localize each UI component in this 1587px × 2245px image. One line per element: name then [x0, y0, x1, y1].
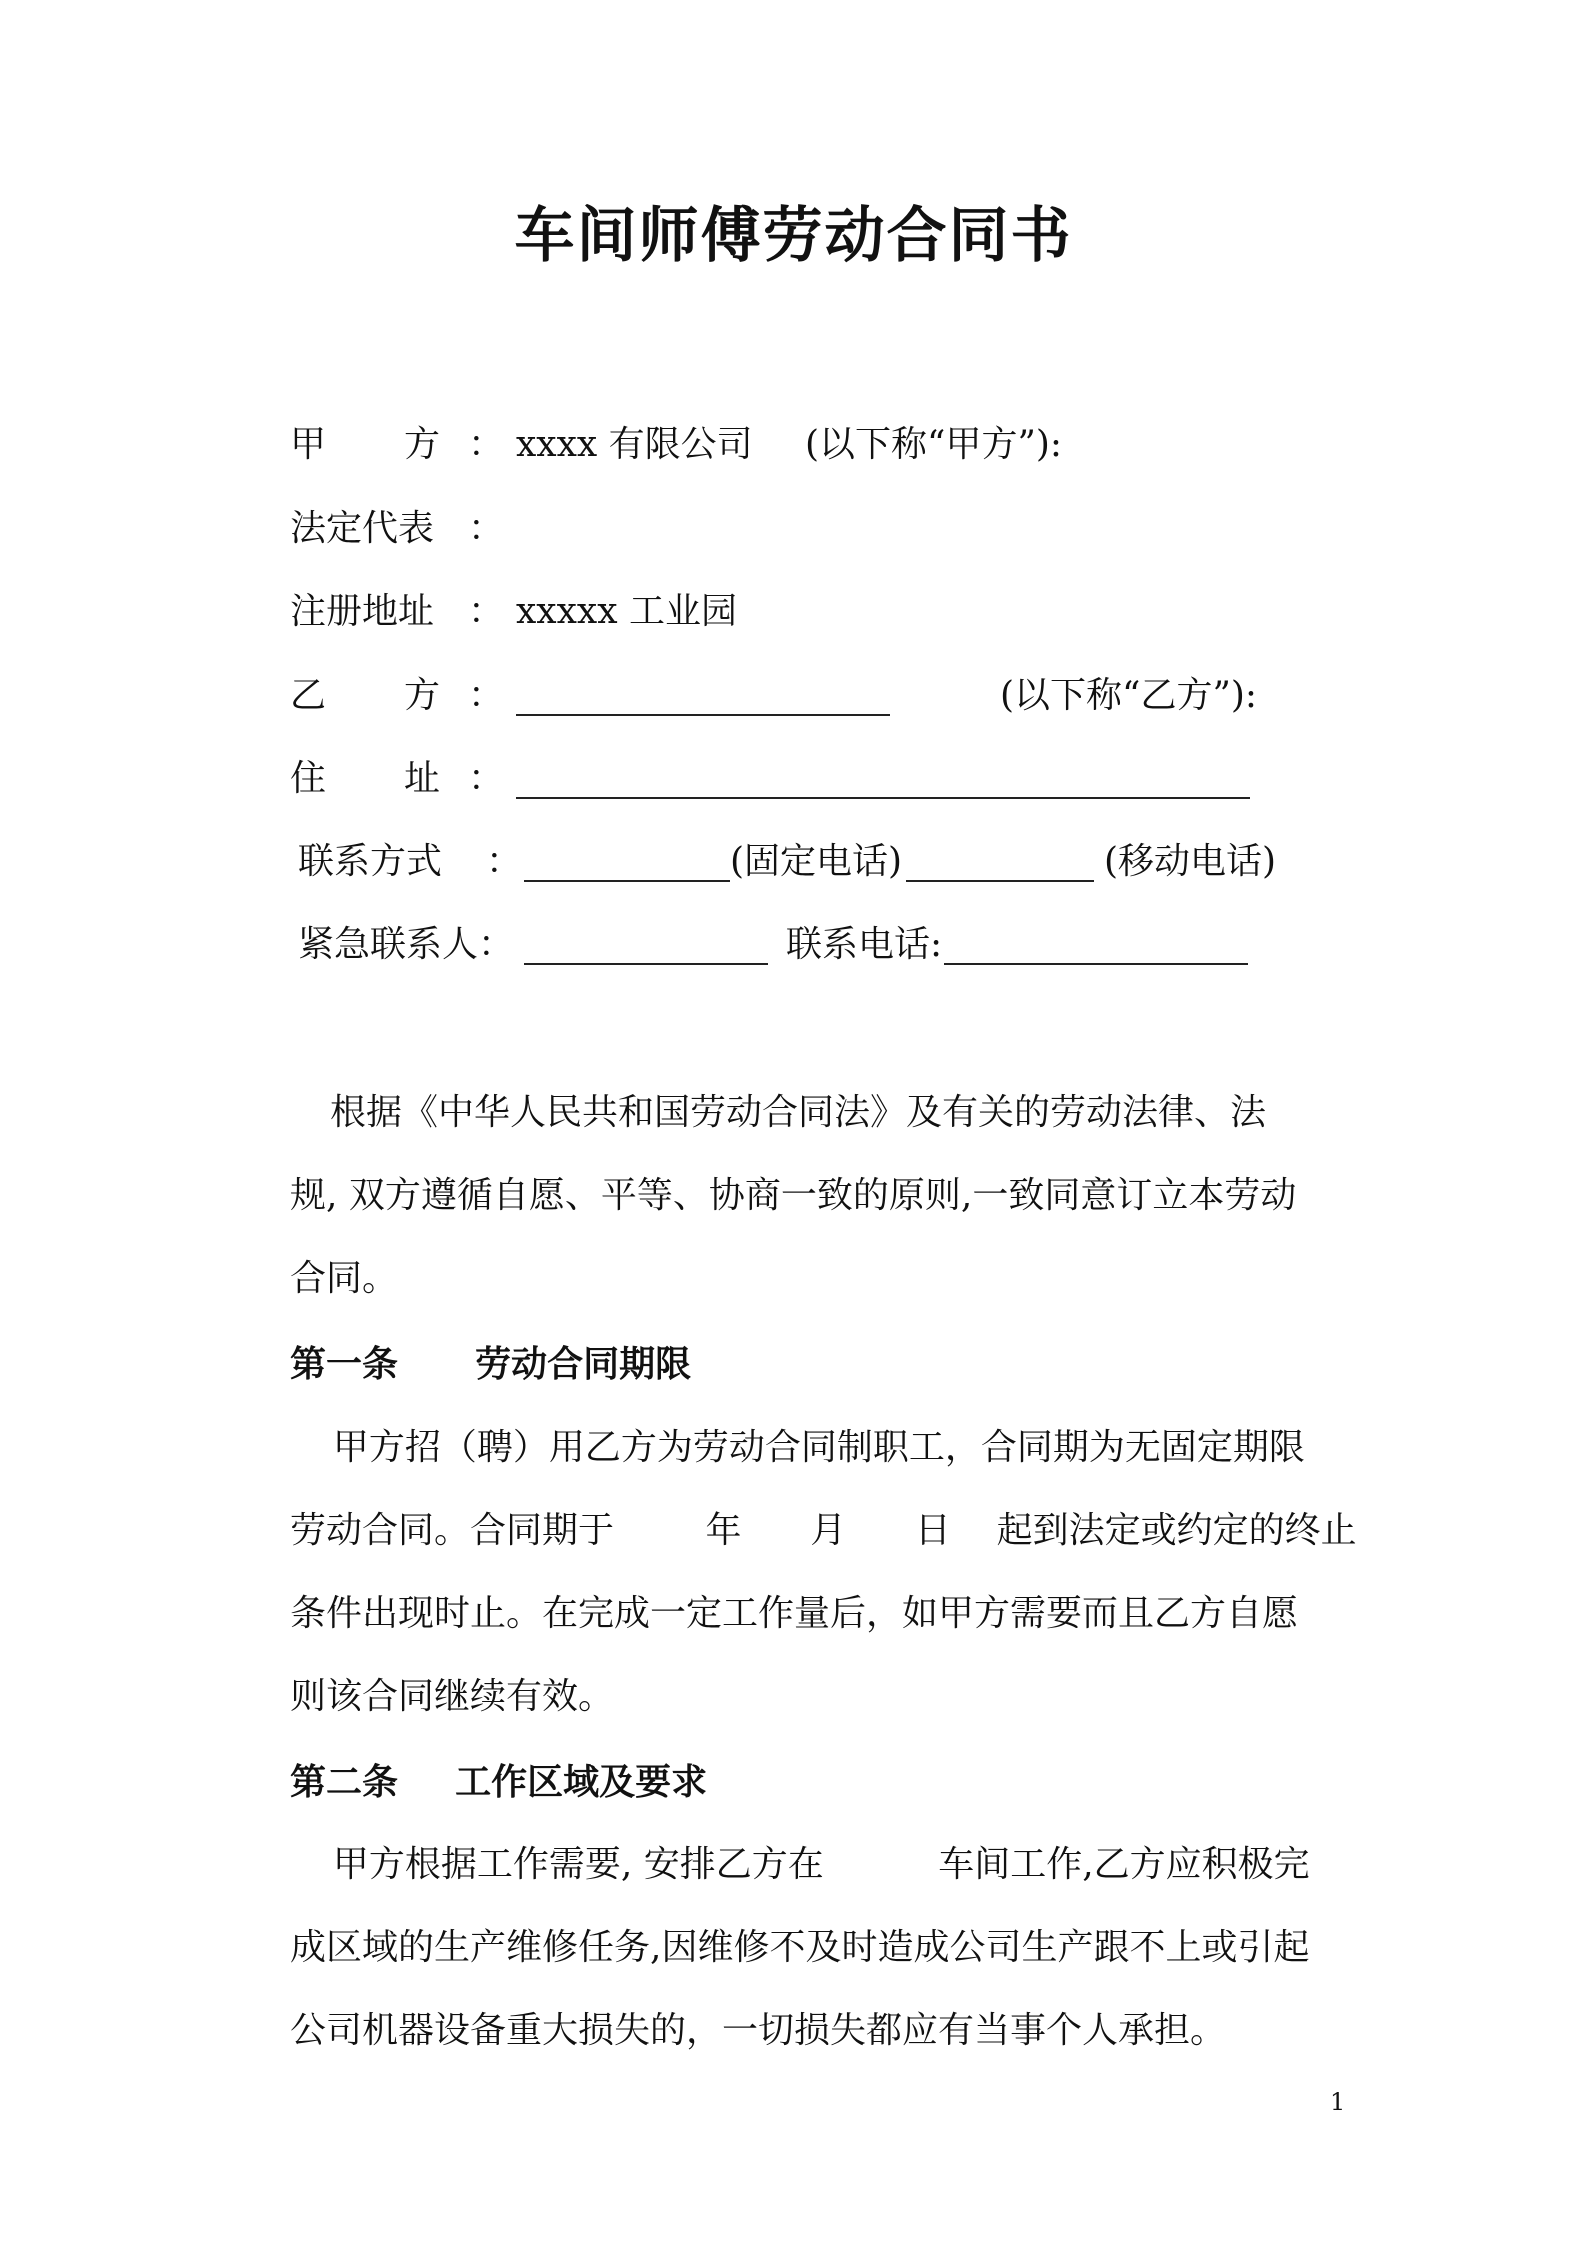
contact-row: [298, 832, 1298, 892]
emergency-label: 紧急联系人：: [298, 924, 515, 965]
reg-address-row: [290, 582, 1290, 642]
mobile-label: (移动电话): [1104, 841, 1277, 882]
article-2-line: 成区域的生产维修任务,因维修不及时造成公司生产跟不上或引起: [290, 1927, 1310, 1968]
party-a-colon: ：: [468, 424, 505, 465]
landline-label: (固定电话): [730, 841, 903, 882]
party-b-blank[interactable]: [516, 714, 890, 716]
preamble-line: 根据《中华人民共和国劳动合同法》及有关的劳动法律、法: [330, 1092, 1267, 1133]
page-number: 1: [1330, 2088, 1346, 2116]
legal-rep-row: [290, 499, 1290, 559]
party-b-label: 乙 方: [290, 675, 440, 716]
contact-label: 联系方式: [298, 841, 443, 882]
emergency-phone-blank[interactable]: [944, 963, 1248, 965]
party-b-colon: ：: [468, 675, 505, 716]
contact-colon: ：: [486, 841, 523, 882]
party-a-row: [290, 415, 1290, 475]
document-title: 车间师傅劳动合同书: [514, 201, 1073, 271]
address-row: [290, 749, 1290, 809]
reg-address-colon: ：: [468, 591, 505, 632]
article-2-heading: [290, 1752, 707, 1812]
article-1-line: 甲方招（聘）用乙方为劳动合同制职工，合同期为无固定期限: [310, 1427, 1305, 1468]
party-a-note: (以下称“甲方”):: [805, 424, 1063, 465]
party-a-label: 甲 方: [290, 424, 440, 465]
landline-blank[interactable]: [524, 880, 730, 882]
preamble-paragraph: [290, 1071, 1350, 1320]
article-1-paragraph: [290, 1406, 1357, 1738]
article-1-line: 条件出现时止。在完成一定工作量后，如甲方需要而且乙方自愿: [290, 1593, 1299, 1634]
article-2-paragraph: [290, 1823, 1350, 2072]
reg-address-label: 注册地址: [290, 591, 435, 632]
article-2-number: 第二条: [290, 1761, 399, 1803]
article-2-title: 工作区域及要求: [455, 1761, 708, 1803]
article-1-number: 第一条: [290, 1343, 399, 1385]
preamble-line: 规, 双方遵循自愿、平等、协商一致的原则,一致同意订立本劳动: [290, 1175, 1297, 1216]
emergency-phone-label: 联系电话:: [786, 924, 943, 965]
article-2-line: 公司机器设备重大损失的，一切损失都应有当事个人承担。: [290, 2010, 1227, 2051]
party-a-value: xxxx 有限公司: [516, 424, 753, 465]
article-2-line: 甲方根据工作需要, 安排乙方在 车间工作,乙方应积极完: [310, 1844, 1310, 1885]
address-label: 住 址: [290, 758, 440, 799]
legal-rep-label: 法定代表: [290, 508, 435, 549]
address-blank[interactable]: [516, 797, 1250, 799]
reg-address-value: xxxxx 工业园: [516, 591, 737, 632]
emergency-contact-blank[interactable]: [524, 963, 768, 965]
article-1-line: 则该合同继续有效。: [290, 1676, 615, 1717]
emergency-row: [298, 915, 1298, 975]
article-1-line: 劳动合同。合同期于 年 月 日 起到法定或约定的终止: [290, 1510, 1357, 1551]
preamble-line: 合同。: [290, 1258, 399, 1299]
legal-rep-colon: ：: [468, 508, 505, 549]
party-b-row: [290, 666, 1290, 726]
party-b-note: (以下称“乙方”):: [1000, 675, 1258, 716]
address-colon: ：: [468, 758, 505, 799]
article-1-heading: [290, 1334, 691, 1394]
article-1-title: 劳动合同期限: [475, 1343, 692, 1385]
mobile-blank[interactable]: [906, 880, 1094, 882]
